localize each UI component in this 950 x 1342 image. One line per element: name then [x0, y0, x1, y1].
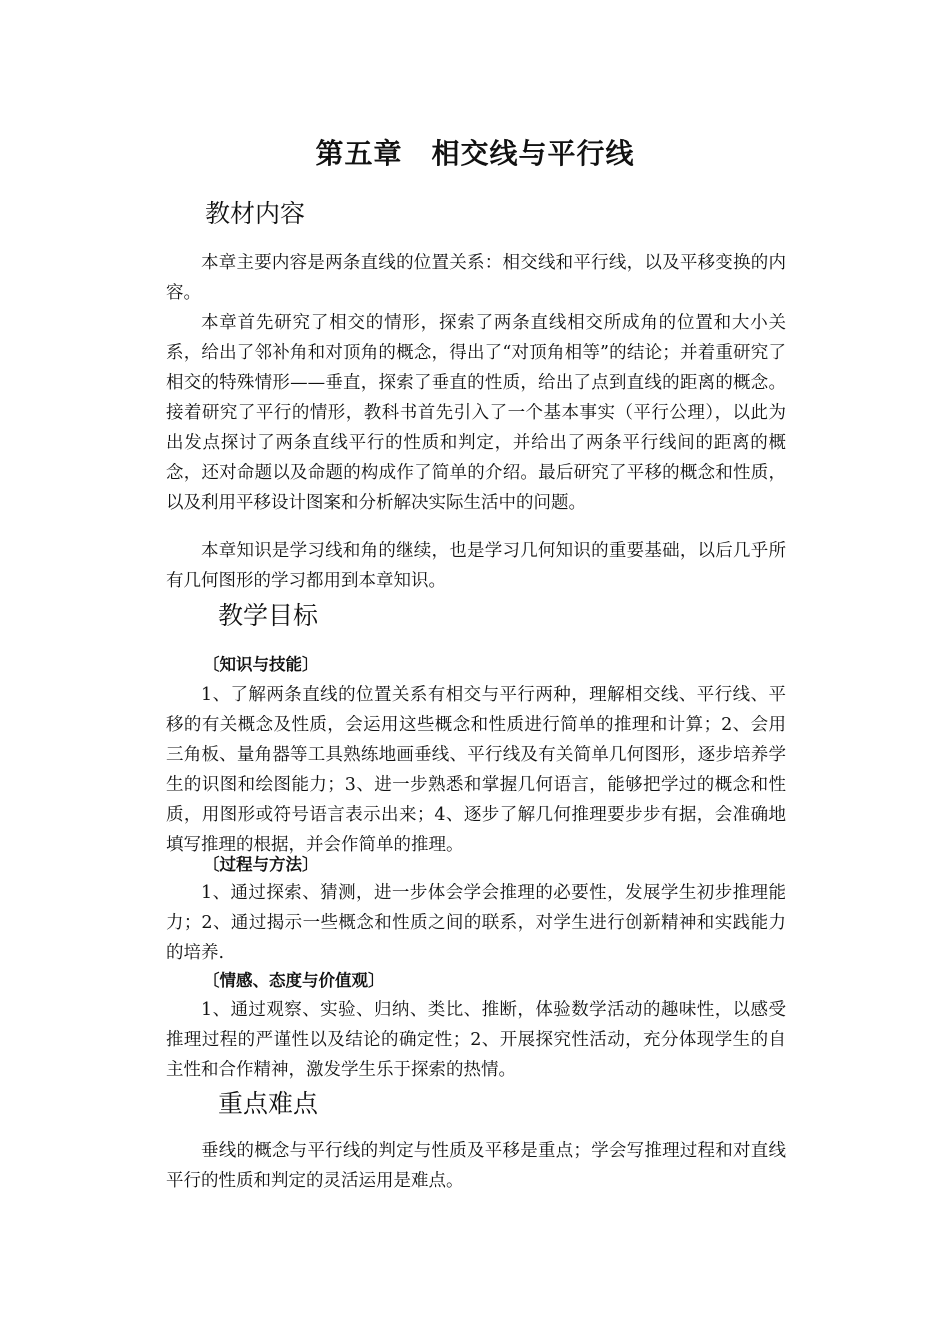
goals-emotion-label: 〔情感、态度与价值观〕 — [203, 971, 385, 990]
content-paragraph-1: 本章主要内容是两条直线的位置关系：相交线和平行线，以及平移变换的内容。 — [166, 253, 786, 303]
section-heading-keypoints: 重点难点 — [218, 1089, 319, 1118]
chapter-title: 第五章 相交线与平行线 — [315, 137, 635, 170]
content-paragraph-3: 本章知识是学习线和角的继续，也是学习几何知识的重要基础，以后几乎所有几何图形的学习都用到本章知识。 — [166, 541, 786, 591]
section-heading-goals: 教学目标 — [218, 601, 319, 630]
goals-process-text: 1、通过探索、猜测，进一步体会学会推理的必要性，发展学生初步推理能力；2、通过揭示一些概念和性质之间的联系，对学生进行创新精神和实践能力的培养. — [166, 883, 786, 963]
goals-process-label: 〔过程与方法〕 — [203, 855, 319, 874]
content-paragraph-2: 本章首先研究了相交的情形，探索了两条直线相交所成角的位置和大小关系，给出了邻补角和对顶角的概念，得出了“对顶角相等”的结论；并着重研究了相交的特殊情形——垂直，探索了垂直的性质，给出了点到直线的距离的概念。接着研究了平行的情形，教科书首先引入了一个基本事实（平行公理），以此为出发点探讨了两条直线平行的性质和判定，并给出了两条平行线间的距离的概念，还对命题以及命题的构成作了简单的介绍。最后研究了平移的概念和性质，以及利用平移设计图案和分析解决实际生活中的问题。 — [166, 313, 786, 513]
goals-knowledge-text: 1、了解两条直线的位置关系有相交与平行两种，理解相交线、平行线、平移的有关概念及性质，会运用这些概念和性质进行简单的推理和计算；2、会用三角板、量角器等工具熟练地画垂线、平行线及有关简单几何图形，逐步培养学生的识图和绘图能力；3、进一步熟悉和掌握几何语言，能够把学过的概念和性质，用图形或符号语言表示出来；4、逐步了解几何推理要步步有据，会准确地填写推理的根据，并会作简单的推理。 — [166, 685, 786, 855]
section-heading-content: 教材内容 — [205, 199, 306, 228]
goals-knowledge-label: 〔知识与技能〕 — [203, 655, 319, 674]
keypoints-text: 垂线的概念与平行线的判定与性质及平移是重点；学会写推理过程和对直线平行的性质和判定的灵活运用是难点。 — [166, 1141, 786, 1191]
goals-emotion-text: 1、通过观察、实验、归纳、类比、推断，体验数学活动的趣味性，以感受推理过程的严谨性以及结论的确定性；2、开展探究性活动，充分体现学生的自主性和合作精神，激发学生乐于探索的热情。 — [166, 1000, 786, 1080]
